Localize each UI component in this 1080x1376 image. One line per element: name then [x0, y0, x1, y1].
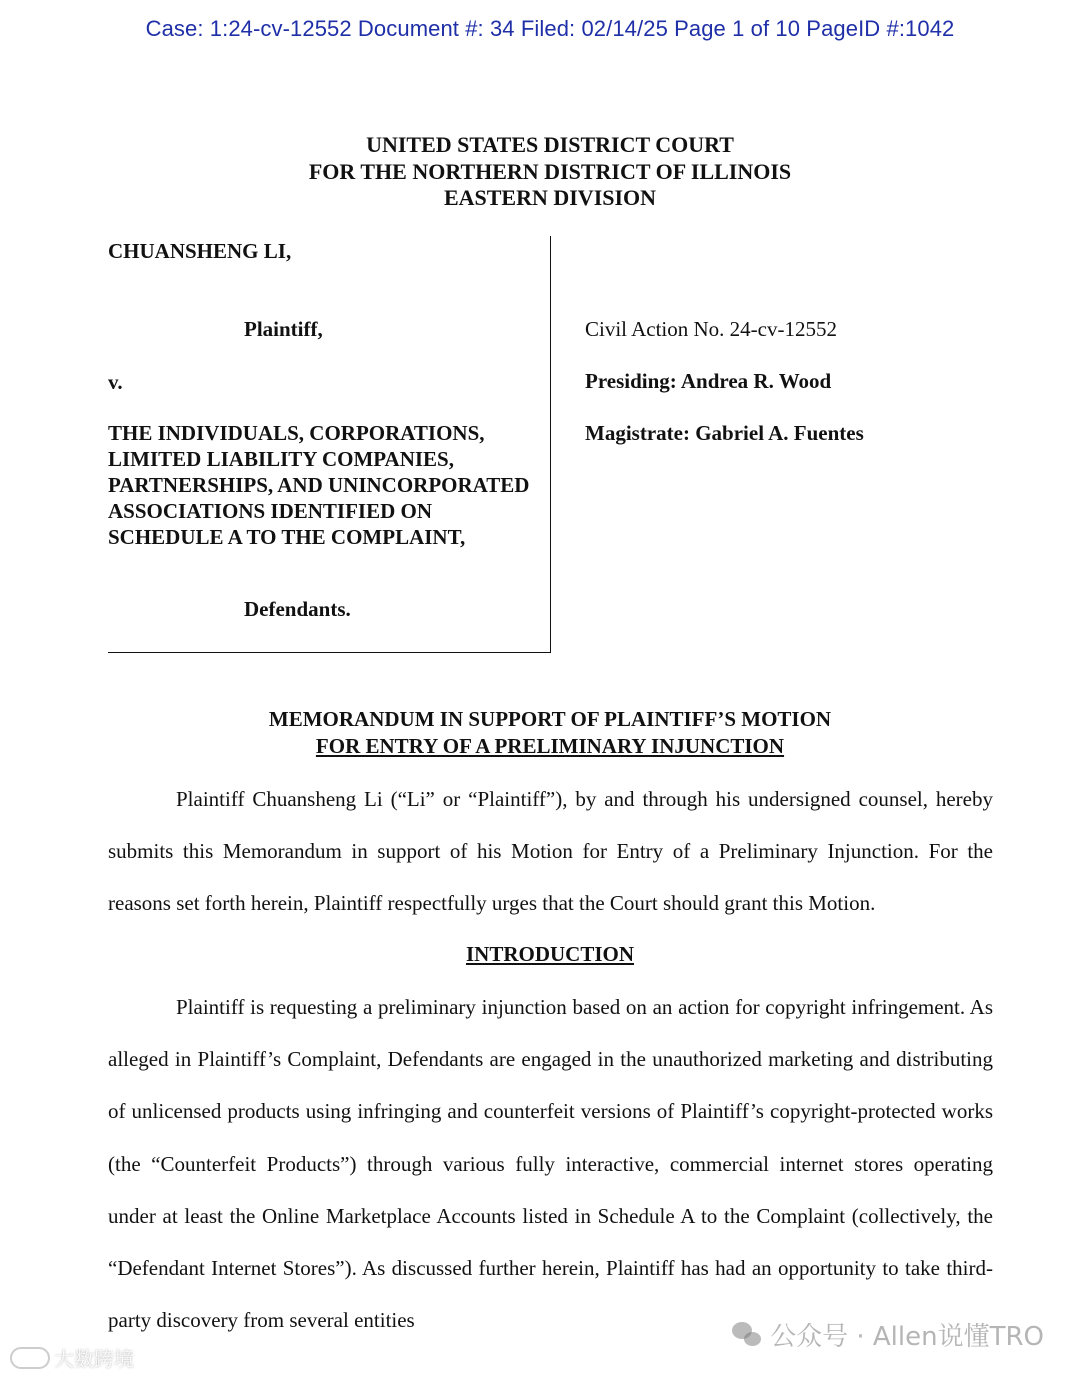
magistrate-judge: Magistrate: Gabriel A. Fuentes: [585, 421, 864, 445]
court-heading: [0, 132, 1080, 212]
watermark-left: [10, 1343, 134, 1372]
watermark-left-text: 大数跨境: [54, 1347, 134, 1371]
court-division: EASTERN DIVISION: [443, 185, 657, 210]
brand-logo-icon: [10, 1347, 50, 1369]
defendants-role: Defendants.: [244, 597, 351, 621]
watermark-right: [732, 1316, 1044, 1353]
versus: v.: [108, 370, 123, 394]
section-heading-introduction: INTRODUCTION: [465, 942, 635, 966]
court-district: FOR THE NORTHERN DISTRICT OF ILLINOIS: [308, 158, 792, 184]
memorandum-title-line2: FOR ENTRY OF A PRELIMINARY INJUNCTION: [315, 734, 785, 758]
defendants-name: THE INDIVIDUALS, CORPORATIONS, LIMITED LIABILITY COMPANIES, PARTNERSHIPS, AND UNINCORPORATED ASSOCIATIONS IDENTIFIED ON SCHEDULE A TO THE COMPLAINT,: [108, 421, 530, 549]
plaintiff-role: Plaintiff,: [244, 317, 323, 341]
plaintiff-name: CHUANSHENG LI,: [108, 239, 292, 263]
watermark-right-text: 公众号 · Allen说懂TRO: [770, 1322, 1044, 1352]
presiding-judge: Presiding: Andrea R. Wood: [585, 369, 832, 393]
case-caption-parties: [108, 236, 551, 653]
case-header-stamp: Case: 1:24-cv-12552 Document #: 34 Filed: 02/14/25 Page 1 of 10 PageID #:1042: [145, 16, 955, 41]
opening-paragraph: Plaintiff Chuansheng Li (“Li” or “Plaintiff”), by and through his undersigned counsel, hereby submits this Memorandum in support of his Motion for Entry of a Preliminary Injunction. For the reasons set forth herein, Plaintiff respectfully urges that the Court should grant this Motion.: [108, 787, 993, 916]
wechat-icon: [732, 1322, 762, 1348]
memorandum-title: [0, 706, 1080, 760]
civil-action-number: Civil Action No. 24-cv-12552: [585, 317, 837, 341]
court-name: UNITED STATES DISTRICT COURT: [366, 132, 734, 157]
memorandum-title-line1: MEMORANDUM IN SUPPORT OF PLAINTIFF’S MOTION: [268, 707, 832, 731]
introduction-paragraph: Plaintiff is requesting a preliminary injunction based on an action for copyright infringement. As alleged in Plaintiff’s Complaint, Defendants are engaged in the unauthorized marketing and distributing of unlicensed products using infringing and counterfeit versions of Plaintiff’s copyright-protected works (the “Counterfeit Products”) through various fully interactive, commercial internet stores operating under at least the Online Marketplace Accounts listed in Schedule A to the Complaint (collectively, the “Defendant Internet Stores”). As discussed further herein, Plaintiff has had an opportunity to take third-party discovery from several entities: [108, 995, 993, 1333]
